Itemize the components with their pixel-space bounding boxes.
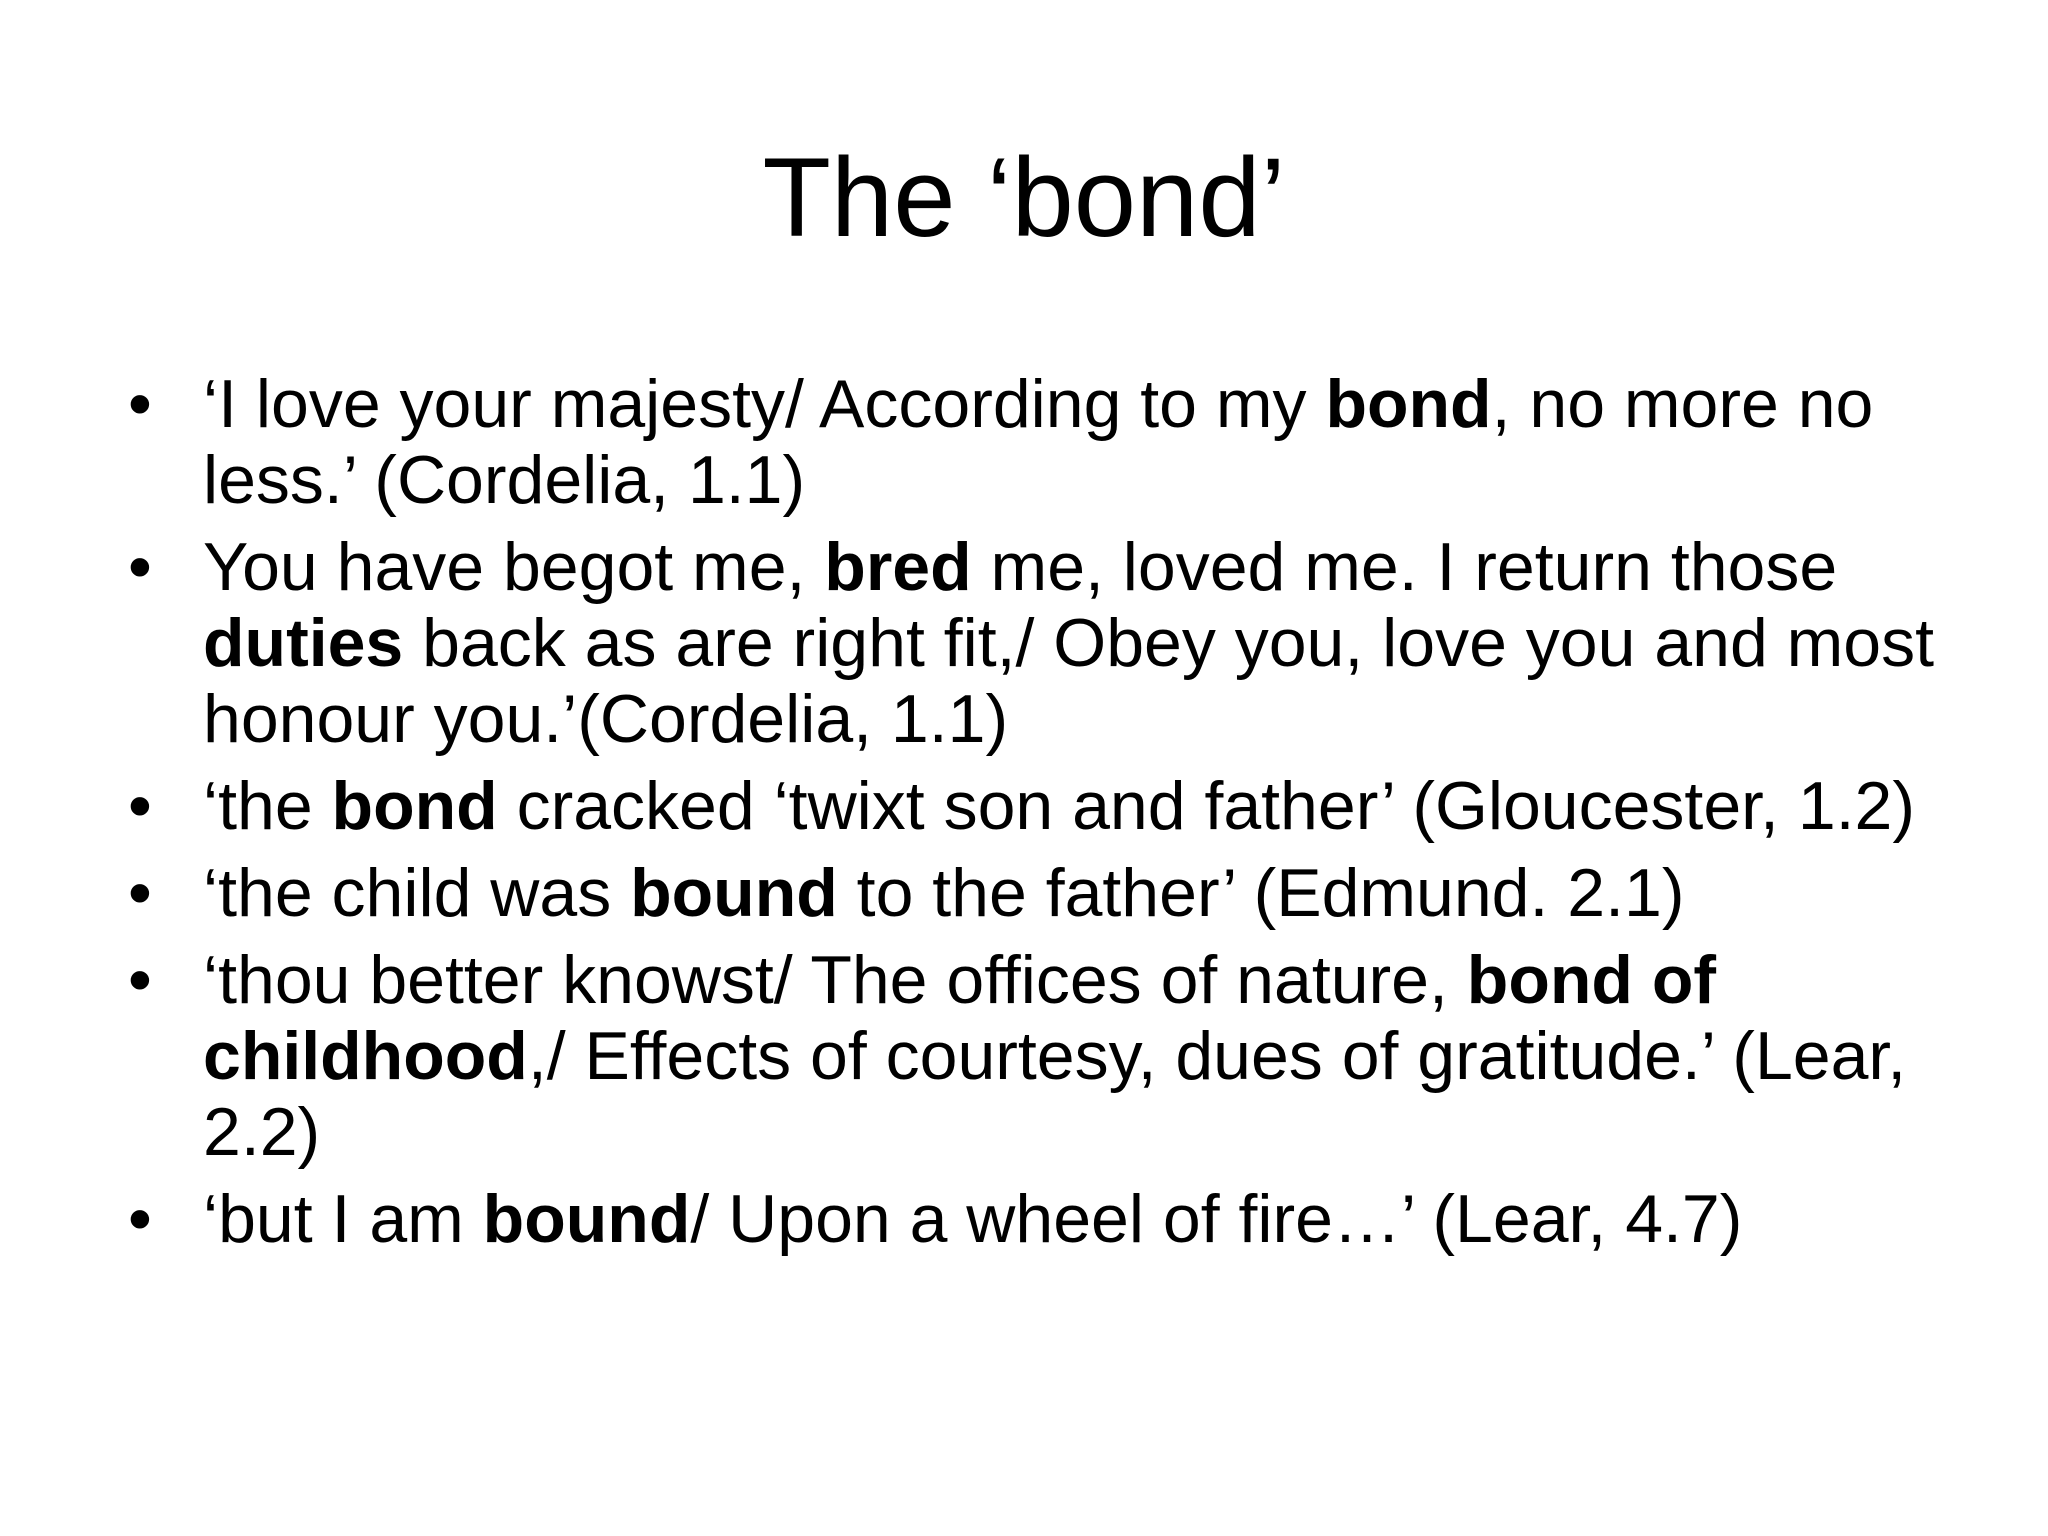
bullet-text (203, 529, 1934, 757)
quote-text: to the father’ (Edmund. 2.1) (837, 855, 1685, 931)
bullet-dot-icon: • (128, 1181, 152, 1257)
quote-text: / Upon a wheel of fire…’ (Lear, 4.7) (690, 1181, 1743, 1257)
quote-text: ‘the (203, 768, 332, 844)
bullet-dot-icon: • (128, 366, 152, 442)
bullet-text (203, 942, 1906, 1170)
quote-text: cracked ‘twixt son and father’ (Gloucester, 1.2) (497, 768, 1915, 844)
quote-text: You have begot me, (203, 529, 825, 605)
bullet-text (203, 366, 1873, 518)
quote-text: ,/ Effects of courtesy, dues of gratitude.’ (Lear, 2.2) (203, 1018, 1907, 1170)
bold-term: bond (1325, 366, 1492, 442)
bullet-dot-icon: • (128, 942, 152, 1018)
bullet-text (203, 768, 1915, 844)
bold-term: bred (824, 529, 972, 605)
quote-text: ‘the child was (203, 855, 631, 931)
bold-term: duties (203, 605, 404, 681)
bullet-item (128, 768, 1968, 844)
quote-text: ‘thou better knowst/ The offices of nature, (203, 942, 1467, 1018)
slide-title: The ‘bond’ (762, 135, 1286, 260)
bullet-dot-icon: • (128, 768, 152, 844)
quote-text: ‘I love your majesty/ According to my (203, 366, 1326, 442)
bullet-list (128, 366, 1968, 1268)
quote-text: , no more no less.’ (Cordelia, 1.1) (203, 366, 1874, 518)
quote-text: me, loved me. I return those (971, 529, 1838, 605)
bold-term: bond of childhood (203, 942, 1717, 1094)
bullet-item (128, 366, 1968, 518)
quote-text: ‘but I am (203, 1181, 483, 1257)
bullet-item (128, 529, 1968, 757)
bullet-dot-icon: • (128, 529, 152, 605)
bullet-item (128, 942, 1968, 1170)
bold-term: bound (630, 855, 838, 931)
quote-text: back as are right fit,/ Obey you, love you and most honour you.’(Cordelia, 1.1) (203, 605, 1935, 757)
bold-term: bound (482, 1181, 691, 1257)
bullet-item (128, 1181, 1968, 1257)
bullet-text (203, 1181, 1742, 1257)
bullet-text (203, 855, 1684, 931)
bullet-dot-icon: • (128, 855, 152, 931)
bullet-item (128, 855, 1968, 931)
bold-term: bond (331, 768, 498, 844)
